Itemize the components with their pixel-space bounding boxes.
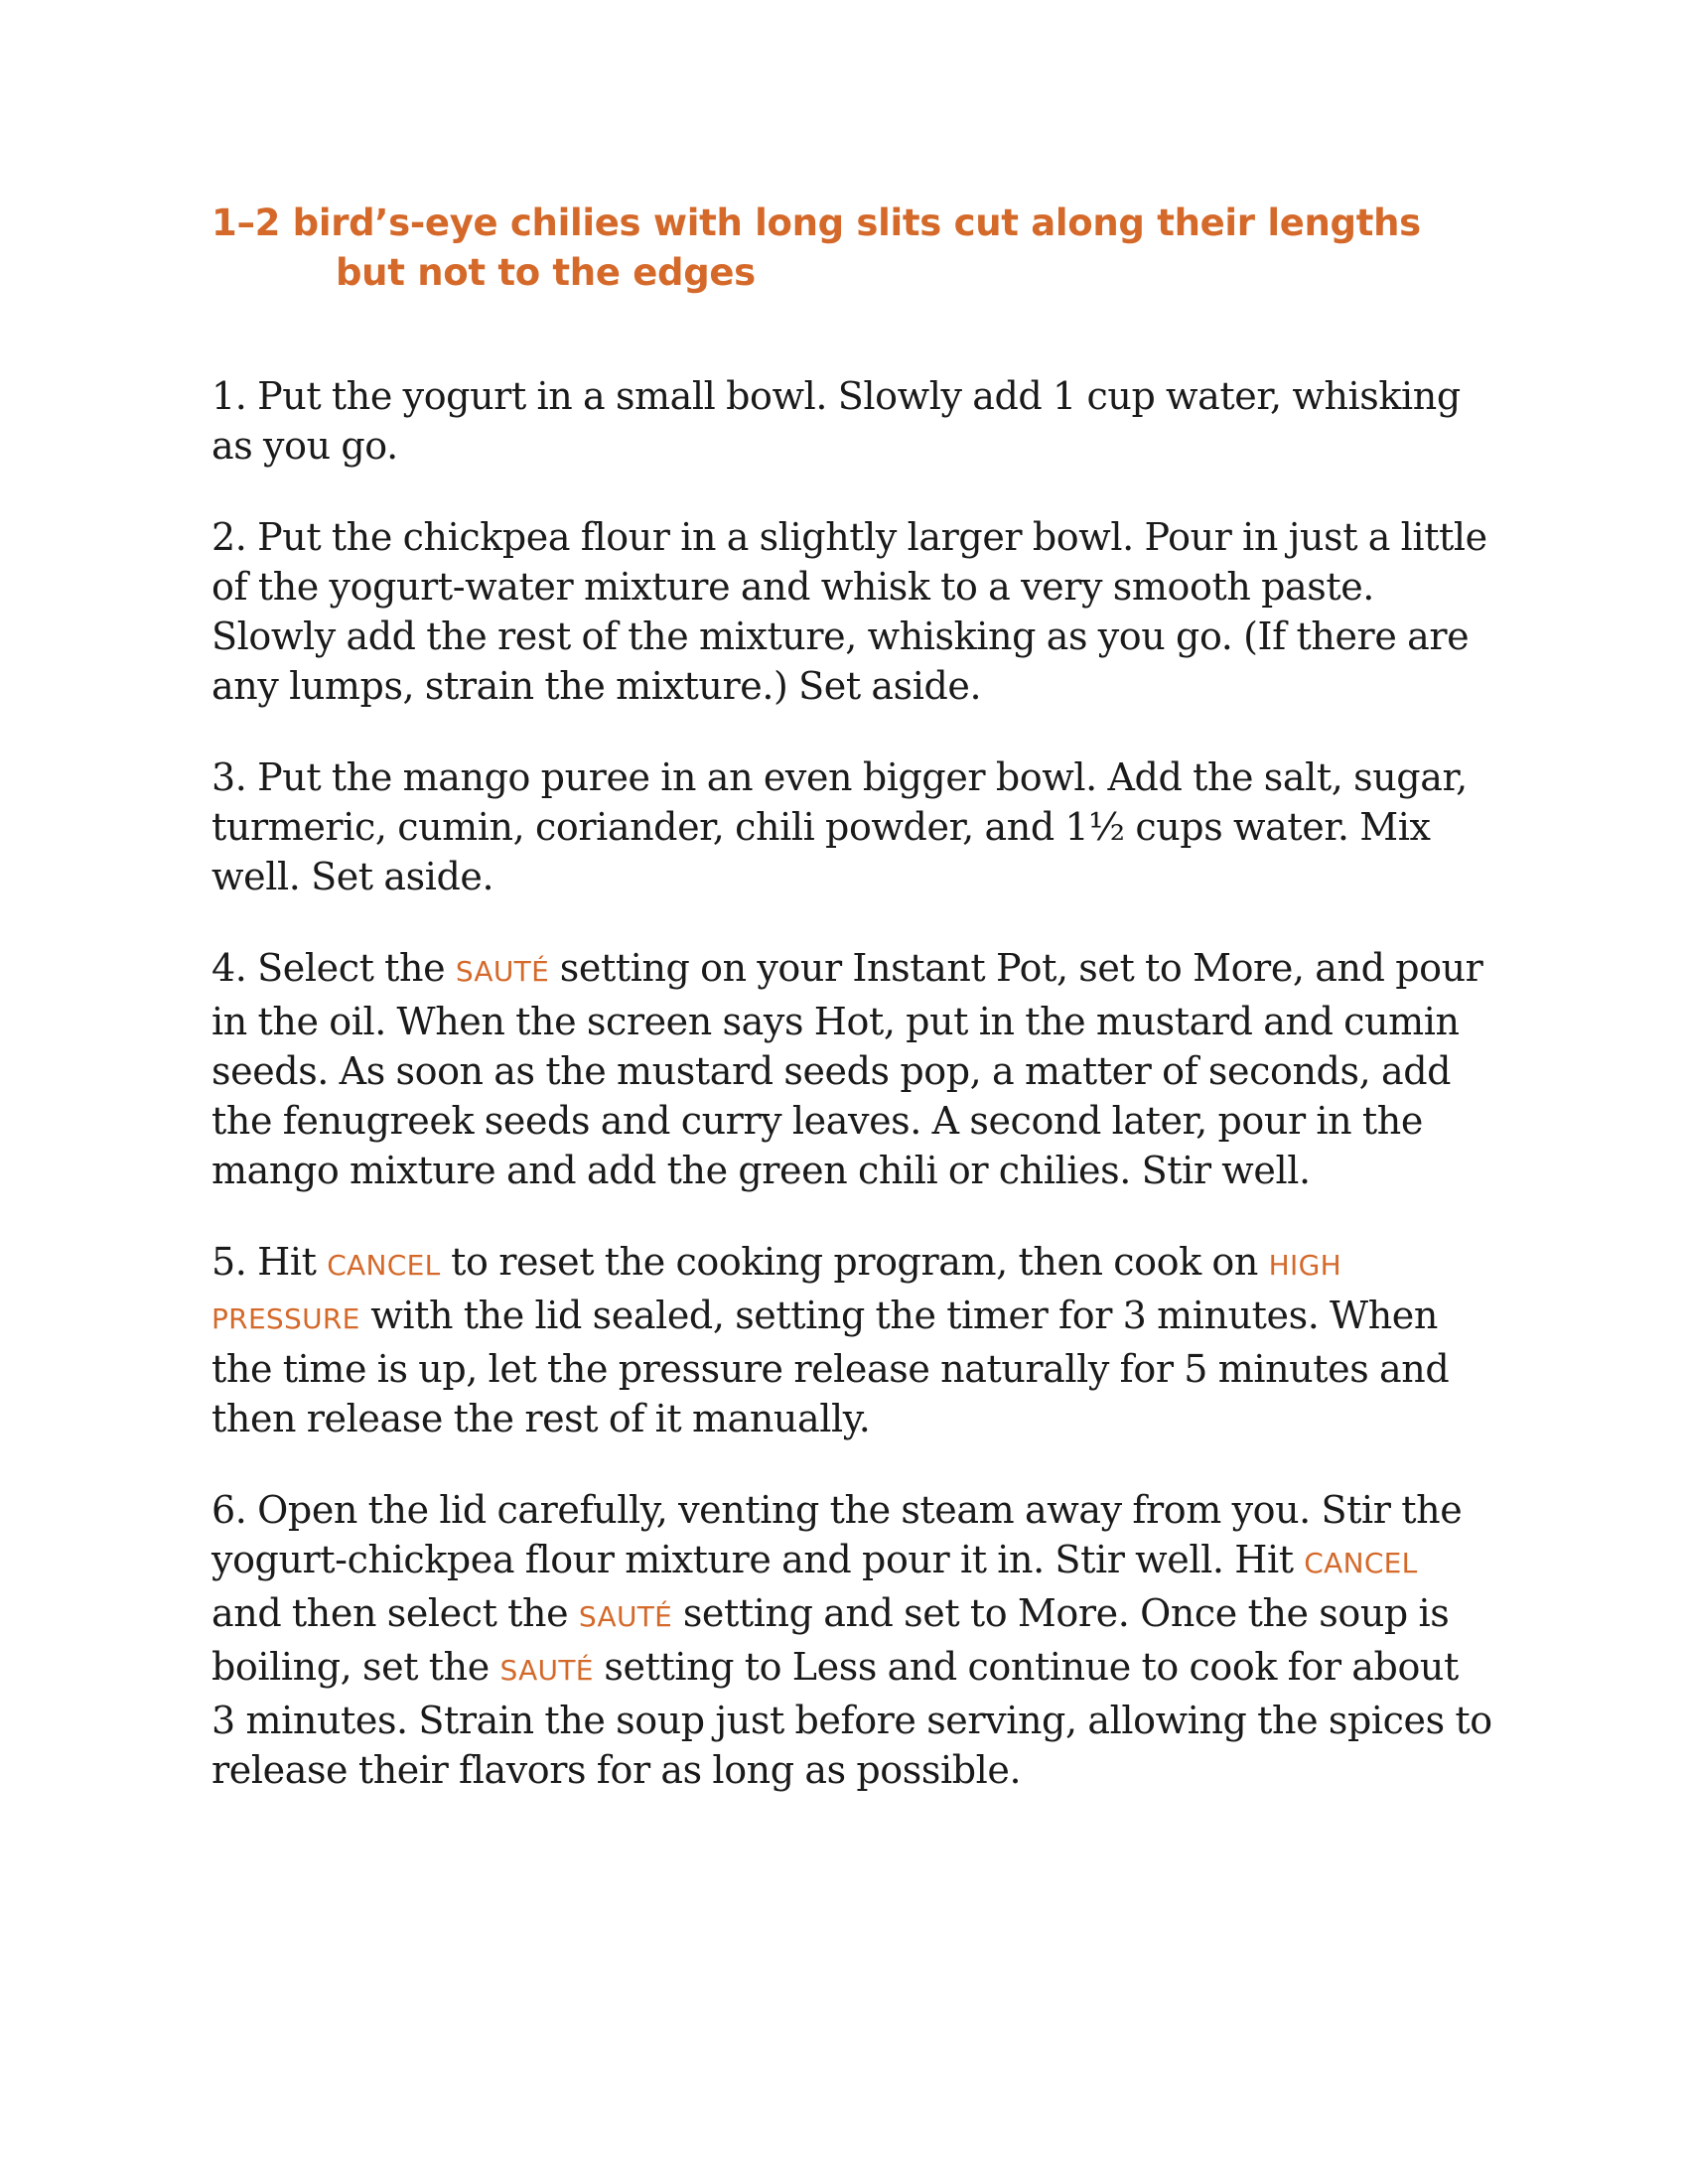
step-4-text-a: 4. Select the — [211, 946, 456, 990]
step-5-text-c: with the lid sealed, setting the timer for 3 minutes. When the time is up, let the pressure release naturally for 5 minutes and then release the rest of it manually. — [211, 1294, 1450, 1440]
saute-keyword: SAUTÉ — [499, 1654, 594, 1687]
step-6-text-d: setting to Less and continue to cook for about 3 minutes. Strain the soup just before serving, allowing the spices to release their flavors for as long as possible. — [211, 1645, 1492, 1792]
step-6 — [211, 1485, 1492, 1795]
step-6-text-b: and then select the — [211, 1591, 579, 1635]
step-5-text-b: to reset the cooking program, then cook on — [440, 1240, 1269, 1284]
saute-keyword: SAUTÉ — [578, 1600, 673, 1633]
step-4 — [211, 943, 1492, 1195]
step-5-text-a: 5. Hit — [211, 1240, 328, 1284]
saute-keyword: SAUTÉ — [455, 955, 550, 988]
recipe-page — [211, 199, 1492, 1837]
cancel-keyword: CANCEL — [1304, 1547, 1418, 1579]
cancel-keyword: CANCEL — [327, 1249, 441, 1282]
high-pressure-keyword: HIGH PRESSURE — [211, 1249, 1341, 1335]
ingredient-line: 1–2 bird’s-eye chilies with long slits cut along their lengths but not to the edges — [211, 202, 1421, 294]
step-4-text-b: setting on your Instant Pot, set to More, and pour in the oil. When the screen says Hot, put in the mustard and cumin seeds. As soon as the mustard seeds pop, a matter of seconds, add the fenugreek seeds and curry leaves. A second later, pour in the mango mixture and add the green chili or chilies. Stir well. — [211, 946, 1483, 1192]
step-6-text-c: setting and set to More. Once the soup is boiling, set the — [211, 1591, 1450, 1689]
step-1: 1. Put the yogurt in a small bowl. Slowly add 1 cup water, whisking as you go. — [211, 374, 1461, 468]
step-6-text-a: 6. Open the lid carefully, venting the steam away from you. Stir the yogurt-chickpea flour mixture and pour it in. Stir well. Hit — [211, 1488, 1463, 1581]
step-5 — [211, 1237, 1492, 1443]
step-3: 3. Put the mango puree in an even bigger bowl. Add the salt, sugar, turmeric, cumin, coriander, chili powder, and 1½ cups water. Mix well. Set aside. — [211, 755, 1468, 898]
step-2: 2. Put the chickpea flour in a slightly larger bowl. Pour in just a little of the yogurt-water mixture and whisk to a very smooth paste. Slowly add the rest of the mixture, whisking as you go. (If there are any lumps, strain the mixture.) Set aside. — [211, 515, 1487, 708]
